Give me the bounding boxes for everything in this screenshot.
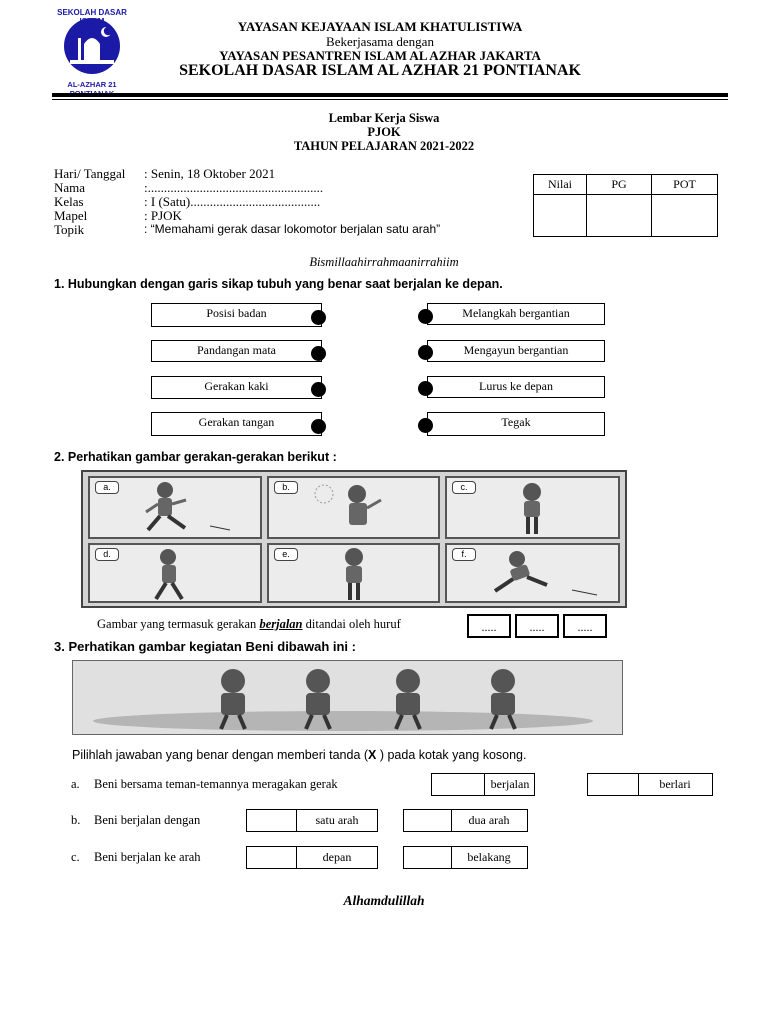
q3-item-b-option2[interactable] — [403, 809, 528, 832]
option-label: berlari — [659, 777, 691, 791]
header-line-3: YAYASAN PESANTREN ISLAM AL AZHAR JAKARTA — [219, 48, 541, 63]
score-header-pg: PG — [586, 174, 652, 195]
option-label: belakang — [467, 850, 511, 864]
q1-right-dot[interactable] — [418, 309, 433, 324]
q1-left-label: Posisi badan — [206, 306, 267, 320]
q2-blank-text: ..... — [529, 620, 545, 634]
q2-blank-box[interactable] — [467, 614, 511, 638]
header-divider-thin — [52, 99, 728, 100]
logo-text-bottom: AL-AZHAR 21 — [67, 80, 117, 89]
info-label-class: Kelas — [54, 194, 84, 209]
option-label: berjalan — [490, 777, 530, 791]
q1-prompt: 1. Hubungkan dengan garis sikap tubuh yang benar saat berjalan ke depan. — [54, 277, 503, 291]
q3-item-a-option2[interactable] — [587, 773, 713, 796]
logo-text-top: SEKOLAH DASAR ISLAM — [57, 8, 127, 26]
option-label: satu arah — [315, 813, 359, 827]
q3-item-b-letter: b. — [71, 813, 81, 827]
q3-item-c-text: Beni berjalan ke arah — [94, 850, 201, 864]
q1-right-box[interactable] — [427, 303, 605, 325]
info-value-subject: : PJOK — [144, 208, 182, 223]
panel-label-b: b. — [274, 481, 298, 494]
children-walking-line-figure — [73, 661, 622, 734]
q1-left-box[interactable] — [151, 412, 322, 436]
info-label-topic: Topik — [54, 222, 85, 237]
q1-right-box[interactable] — [427, 340, 605, 362]
figure-panel-c — [445, 476, 620, 539]
q3-prompt: 3. Perhatikan gambar kegiatan Beni dibawah ini : — [54, 639, 356, 654]
q2-blank-box[interactable] — [515, 614, 559, 638]
checkbox-square[interactable] — [404, 810, 452, 831]
checkbox-square[interactable] — [588, 774, 639, 795]
q2-figure — [81, 470, 627, 608]
q2-blank-box[interactable] — [563, 614, 607, 638]
q3-item-a-text: Beni bersama teman-temannya meragakan gerak — [94, 777, 338, 791]
panel-label-c: c. — [452, 481, 476, 494]
info-value-topic: : “Memahami gerak dasar lokomotor berjalan satu arah” — [144, 222, 441, 236]
subject-title: PJOK — [367, 125, 401, 139]
q2-answer-emphasis: berjalan — [259, 617, 303, 631]
q1-left-label: Gerakan kaki — [204, 379, 269, 393]
option-label: dua arah — [468, 813, 510, 827]
score-cell-pg[interactable] — [586, 194, 652, 237]
sheet-title: Lembar Kerja Siswa — [328, 111, 440, 125]
q1-right-dot[interactable] — [418, 345, 433, 360]
q1-left-box[interactable] — [151, 376, 322, 399]
panel-label-f: f. — [452, 548, 476, 561]
q3-item-a-letter: a. — [71, 777, 80, 791]
q3-item-c-option2[interactable] — [403, 846, 528, 869]
figure-panel-f — [445, 543, 620, 603]
q1-left-dot[interactable] — [311, 346, 326, 361]
panel-label-e: e. — [274, 548, 298, 561]
q1-right-label: Mengayun bergantian — [463, 343, 569, 357]
info-value-name[interactable]: :...................................................... — [144, 180, 324, 195]
q3-instruction — [72, 748, 526, 762]
q2-blank-text: ..... — [481, 620, 497, 634]
q1-left-dot[interactable] — [311, 382, 326, 397]
q3-item-c-letter: c. — [71, 850, 80, 864]
q1-right-label: Tegak — [501, 415, 531, 429]
score-header-pot: POT — [651, 174, 718, 195]
q2-answer-line — [97, 617, 401, 632]
q2-blank-text: ..... — [577, 620, 593, 634]
header-line-2: Bekerjasama dengan — [326, 34, 434, 49]
q3-item-b-text: Beni berjalan dengan — [94, 813, 201, 827]
q3-instruction-pre: Pilihlah jawaban yang benar dengan memberi tanda ( — [72, 748, 369, 762]
figure-panel-e — [267, 543, 440, 603]
q1-right-box[interactable] — [427, 376, 605, 398]
checkbox-square[interactable] — [247, 847, 297, 868]
header-line-4: SEKOLAH DASAR ISLAM AL AZHAR 21 PONTIANAK — [179, 62, 581, 79]
header-line-1: YAYASAN KEJAYAAN ISLAM KHATULISTIWA — [237, 19, 523, 34]
figure-panel-d — [88, 543, 262, 603]
q1-right-dot[interactable] — [418, 381, 433, 396]
checkbox-square[interactable] — [404, 847, 452, 868]
q1-left-dot[interactable] — [311, 419, 326, 434]
bismillah: Bismillaahirrahmaanirrahiim — [309, 255, 459, 269]
panel-label-a: a. — [95, 481, 119, 494]
q3-instruction-post: ) pada kotak yang kosong. — [376, 748, 527, 762]
closing-text: Alhamdulillah — [343, 893, 425, 908]
q1-left-dot[interactable] — [311, 310, 326, 325]
checkbox-square[interactable] — [247, 810, 297, 831]
q1-left-label: Pandangan mata — [197, 343, 276, 357]
q2-prompt: 2. Perhatikan gambar gerakan-gerakan berikut : — [54, 450, 337, 464]
q1-right-label: Lurus ke depan — [479, 379, 553, 393]
info-value-class[interactable]: : I (Satu)........................................ — [144, 194, 321, 209]
q1-left-label: Gerakan tangan — [198, 415, 275, 429]
info-label-subject: Mapel — [54, 208, 88, 223]
info-label-name: Nama — [54, 180, 86, 195]
info-value-day: : Senin, 18 Oktober 2021 — [144, 166, 276, 181]
score-header-nilai: Nilai — [533, 174, 587, 195]
q1-right-box[interactable] — [427, 412, 605, 436]
q1-left-box[interactable] — [151, 340, 322, 362]
q1-left-box[interactable] — [151, 303, 322, 327]
figure-panel-b — [267, 476, 440, 539]
panel-label-d: d. — [95, 548, 119, 561]
q3-figure — [72, 660, 623, 735]
q3-item-c-option1[interactable] — [246, 846, 378, 869]
q2-answer-post: ditandai oleh huruf — [302, 617, 401, 631]
year-title: TAHUN PELAJARAN 2021-2022 — [293, 139, 475, 153]
checkbox-square[interactable] — [432, 774, 485, 795]
q3-instruction-mark: X — [368, 748, 377, 762]
q3-item-b-option1[interactable] — [246, 809, 378, 832]
score-cell-pot[interactable] — [651, 194, 718, 237]
q2-answer-pre: Gambar yang termasuk gerakan — [97, 617, 260, 631]
header-divider — [52, 93, 728, 97]
score-cell-nilai[interactable] — [533, 194, 587, 237]
q3-item-a-option1[interactable] — [431, 773, 535, 796]
figure-panel-a — [88, 476, 262, 539]
q1-right-dot[interactable] — [418, 418, 433, 433]
option-label: depan — [322, 850, 352, 864]
q1-right-label: Melangkah bergantian — [462, 306, 570, 320]
info-label-day: Hari/ Tanggal — [54, 166, 126, 181]
